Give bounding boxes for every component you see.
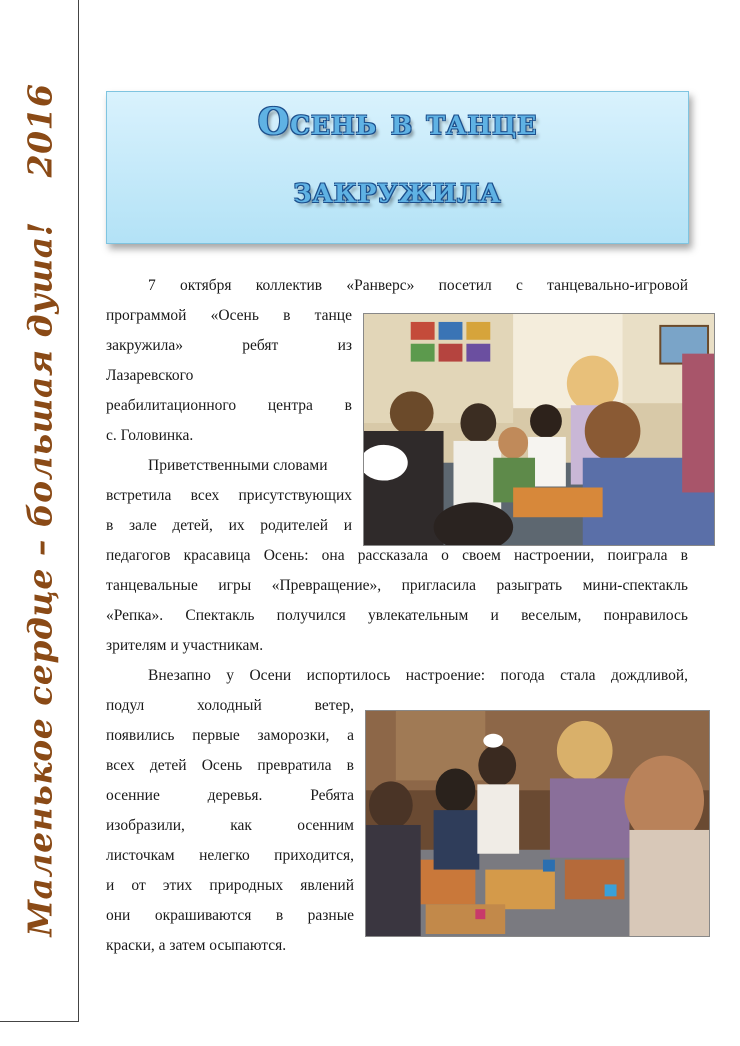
p3-line-7: листочкам нелегко приходится, xyxy=(106,847,354,864)
sidebar-slogan xyxy=(21,84,60,937)
p2-line-7: зрителям и участникам. xyxy=(106,637,264,654)
p3-line-3: появились первые заморозки, а xyxy=(106,727,354,744)
p1-line-5: реабилитационного центра в xyxy=(106,397,352,414)
p1-line-1: 7 октября коллектив «Ранверс» посетил с танцевально-игровой xyxy=(148,277,688,294)
p3-line-9: они окрашиваются в разные xyxy=(106,907,354,924)
p2-line-5: танцевальные игры «Превращение», пригласила разыграть мини-спектакль xyxy=(106,577,688,594)
p2-line-3: в зале детей, их родителей и xyxy=(106,517,352,534)
p2-line-4: педагогов красавица Осень: она рассказала о своем настроении, поиграла в xyxy=(106,547,688,564)
p1-line-6: с. Головинка. xyxy=(106,427,194,444)
photo-autumn-trees-activity xyxy=(365,710,710,937)
year-text: 2016 xyxy=(20,83,60,178)
p1-line-4: Лазаревского xyxy=(106,367,194,384)
p1-line-3: закружила» ребят из xyxy=(106,337,352,354)
title-line-2: закружила xyxy=(293,169,502,211)
p3-line-8: и от этих природных явлений xyxy=(106,877,354,894)
p2-line-6: «Репка». Спектакль получился увлекательным и веселым, понравилось xyxy=(106,607,688,624)
title-banner xyxy=(106,91,689,244)
photo-dance-program xyxy=(363,313,715,546)
slogan-text: Маленькое сердце – большая душа! xyxy=(20,221,60,937)
p2-line-1: Приветственными словами xyxy=(148,457,328,474)
p1-line-2: программой «Осень в танце xyxy=(106,307,352,324)
p3-line-10: краски, а затем осыпаются. xyxy=(106,937,287,954)
p3-line-1: Внезапно у Осени испортилось настроение: погода стала дождливой, xyxy=(148,667,688,684)
p2-line-2: встретила всех присутствующих xyxy=(106,487,352,504)
title-line-1: Осень в танце xyxy=(257,101,538,143)
p3-line-5: осенние деревья. Ребята xyxy=(106,787,354,804)
p3-line-6: изобразили, как осенним xyxy=(106,817,354,834)
p3-line-2: подул холодный ветер, xyxy=(106,697,354,714)
p3-line-4: всех детей Осень превратила в xyxy=(106,757,354,774)
